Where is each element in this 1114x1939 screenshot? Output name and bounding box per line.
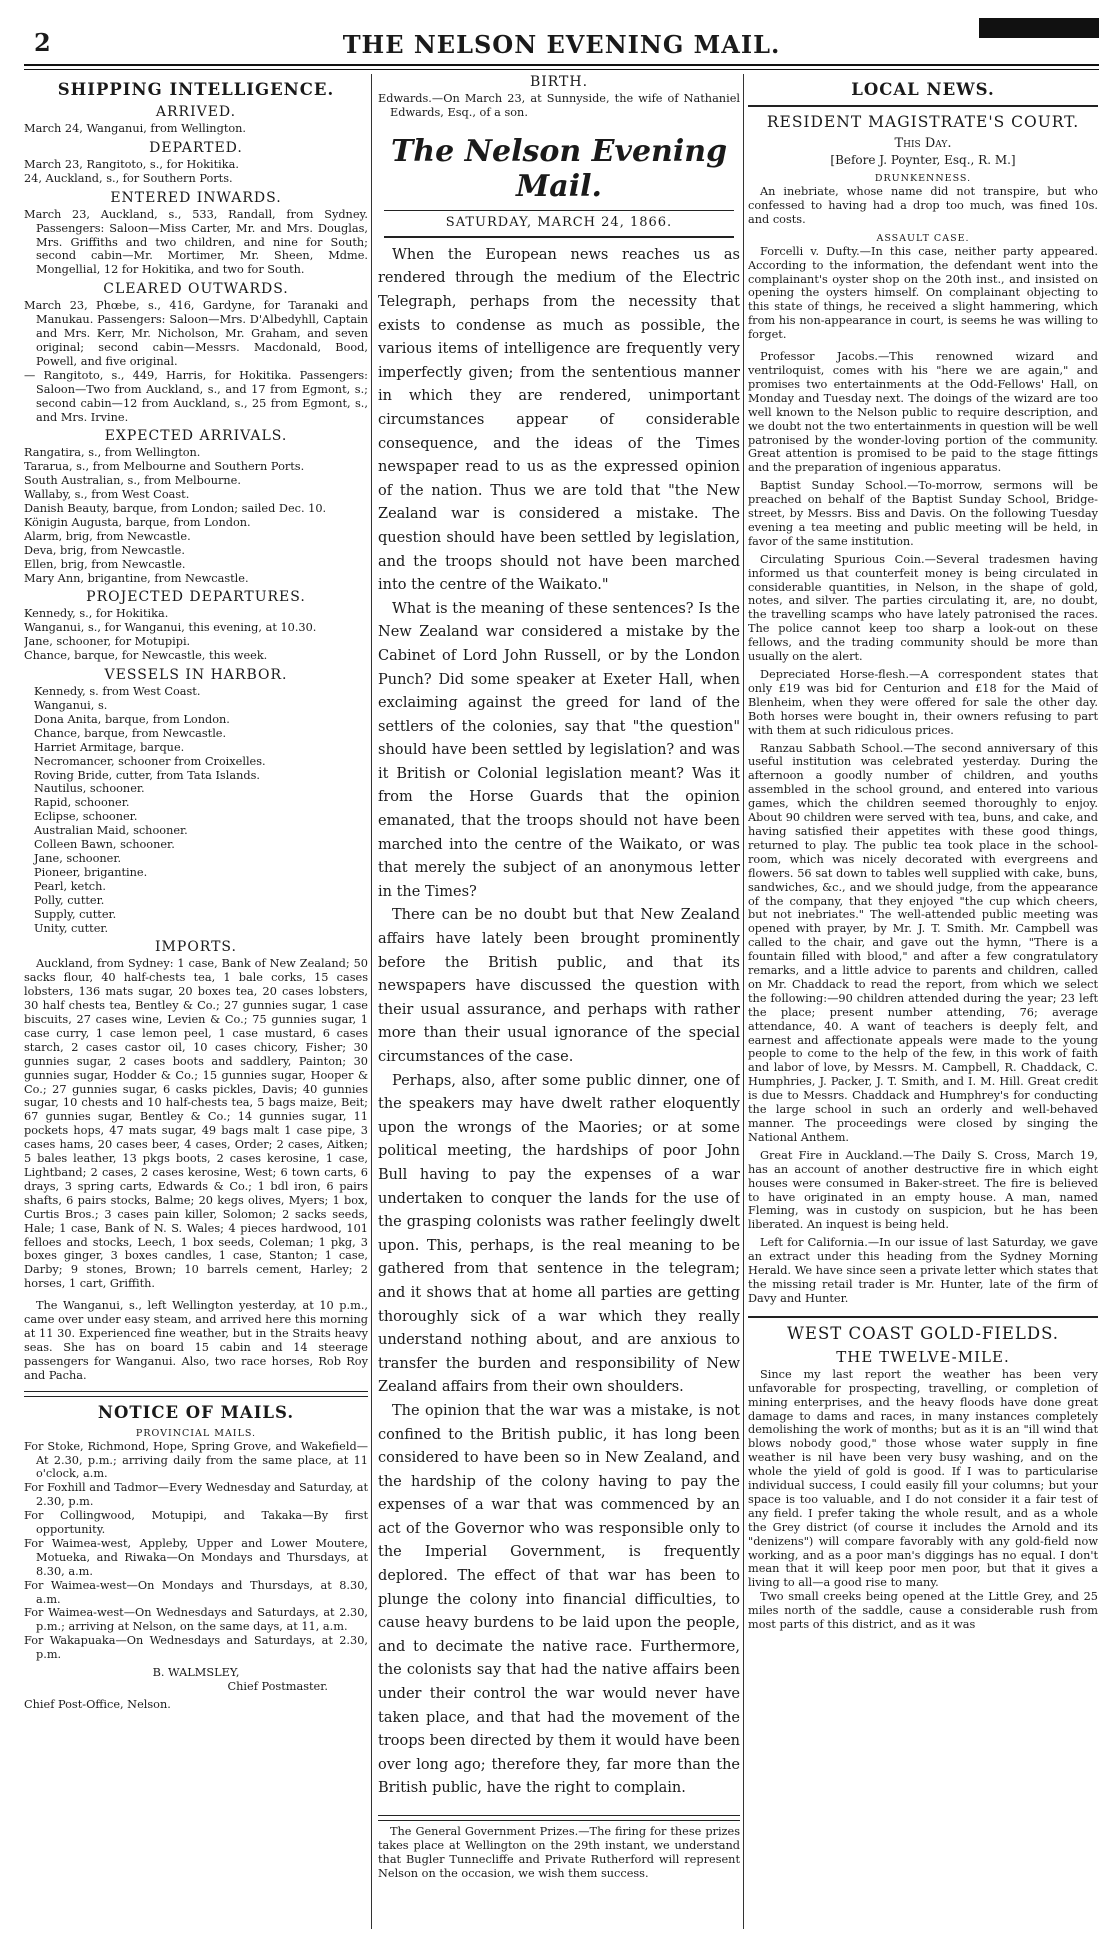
- shipping-note: The Wanganui, s., left Wellington yesterday, at 10 p.m., came over under easy steam, and arrived here this morning at 11 30. Experienced fine weather, but in the Straits heavy seas. She has on board 15 cabin and 14 steerage passengers for Wanganui. Also, two race horses, Rob Roy and Pacha.: [24, 1299, 368, 1382]
- leader-article: [378, 244, 740, 1801]
- harbor-vessel: Unity, cutter.: [34, 921, 109, 935]
- expected-entry: Deva, brig, from Newcastle.: [24, 543, 185, 557]
- expected-entry: Tararua, s., from Melbourne and Southern Ports.: [24, 460, 305, 474]
- expected-entry: Königin Augusta, barque, from London.: [24, 515, 251, 529]
- harbor-heading: VESSELS IN HARBOR.: [104, 667, 288, 684]
- harbor-vessel: Dona Anita, barque, from London.: [34, 712, 230, 726]
- postmaster-name: B. WALMSLEY,: [152, 1666, 240, 1680]
- paper-nameplate: The Nelson Evening Mail.: [390, 133, 728, 204]
- mails-heading: NOTICE OF MAILS.: [97, 1402, 295, 1422]
- harbor-vessel: Eclipse, schooner.: [34, 810, 138, 824]
- mail-schedule-item: For Foxhill and Tadmor—Every Wednesday and Saturday, at 2.30, p.m.: [24, 1481, 368, 1509]
- prizes-paragraph: The General Government Prizes.—The firing for these prizes takes place at Wellington on the 29th instant, we understand that Bugler Tunnecliffe and Private Rutherford will represent Nelson on the occasion, we wish them success.: [378, 1825, 740, 1880]
- leader-divider: [378, 1815, 740, 1821]
- court-magistrate: [Before J. Poynter, Esq., R. M.]: [830, 153, 1016, 167]
- harbor-vessel: Pearl, ketch.: [34, 879, 106, 893]
- projected-heading: PROJECTED DEPARTURES.: [86, 589, 306, 606]
- harbor-vessel: Colleen Bawn, schooner.: [34, 838, 175, 852]
- mail-schedule-item: For Waimea-west, Appleby, Upper and Lower Moutere, Motueka, and Riwaka—On Mondays and Thursdays, at 8.30, a.m.: [24, 1536, 368, 1578]
- harbor-vessel: Roving Bride, cutter, from Tata Islands.: [34, 768, 260, 782]
- assault-heading: ASSAULT CASE.: [876, 232, 970, 244]
- harbor-vessel: Pioneer, brigantine.: [34, 865, 148, 879]
- column-rule-right: [743, 74, 744, 1929]
- assault-text: Forcelli v. Dufty.—In this case, neither party appeared. According to the information, the defendant went into the complainant's oyster shop on the 20th inst., and insisted on opening the oysters himself. On complainant objecting to this state of things, he received a slight hammering, which from his non-appearance in court, is seems he was willing to forget.: [748, 244, 1098, 342]
- imports-heading: IMPORTS.: [155, 939, 237, 956]
- shipping-heading: SHIPPING INTELLIGENCE.: [57, 80, 335, 99]
- projected-entry: Wanganui, s., for Wanganui, this evening, at 10.30.: [24, 621, 317, 635]
- court-heading: RESIDENT MAGISTRATE'S COURT.: [748, 105, 1098, 131]
- cleared-entry: March 23, Phœbe, s., 416, Gardyne, for Taranaki and Manukau. Passengers: Saloon—Mrs. D'Albedyhll, Captain and Mrs. Kerr, Mr. Nicholson, Mr. Graham, and seven original; second cabin—Messrs. Macdonald, Bood, Powell, and five original.: [24, 299, 368, 368]
- middle-column: [378, 74, 740, 1924]
- masthead-bar: [979, 18, 1099, 38]
- harbor-vessel: Kennedy, s. from West Coast.: [34, 685, 201, 699]
- left-column: [24, 74, 368, 1924]
- date-rule: [384, 236, 734, 238]
- local-news-item: Great Fire in Auckland.—The Daily S. Cross, March 19, has an account of another destructive fire in which eight houses were consumed in Baker-street. The fire is believed to have originated in an empty house. A man, named Fleming, was in custody on suspicion, but he has been liberated. An inquest is being held.: [748, 1148, 1098, 1232]
- departed-entry: March 23, Rangitoto, s., for Hokitika.: [24, 157, 239, 171]
- harbor-list: [24, 685, 368, 935]
- expected-entry: Ellen, brig, from Newcastle.: [24, 557, 186, 571]
- leader-paragraph: The opinion that the war was a mistake, is not confined to the British public, it has long been considered to have been so in New Zealand, and the hardship of the colony having to pay the expenses of a war that was commenced by an act of the Governor who was responsible only to the Imperial Government, is frequently deplored. The effect of that war has been to plunge the colony into financial difficulties, to cause heavy burdens to be laid upon the people, and to decimate the native race. Furthermore, the colonists say that had the native affairs been under their control the war would never have taken place, and that had the movement of the troops been directed by them it would have been over long ago; therefore they, far more than the British public, have the right to complain.: [378, 1402, 740, 1797]
- harbor-vessel: Rapid, schooner.: [34, 796, 130, 810]
- birth-heading: BIRTH.: [529, 74, 589, 90]
- harbor-vessel: Harriet Armitage, barque.: [34, 740, 185, 754]
- mail-schedule-item: For Wakapuaka—On Wednesdays and Saturdays, at 2.30, p.m.: [24, 1634, 368, 1662]
- projected-list: [24, 607, 368, 663]
- local-news-item: Professor Jacobs.—This renowned wizard and ventriloquist, comes with his "here we are again," and promises two entertainments at the Odd-Fellows' Hall, on Monday and Tuesday next. The doings of the wizard are too well known to the Nelson public to require description, and we doubt not the two entertainments in question will be well patronised by the wonder-loving portion of the community. Great attention is promised to be paid to the stage fittings and the preparation of ingenious apparatus.: [748, 350, 1098, 475]
- entered-heading: ENTERED INWARDS.: [110, 189, 282, 206]
- harbor-vessel: Wanganui, s.: [34, 699, 108, 712]
- goldfields-heading: WEST COAST GOLD-FIELDS.: [748, 1316, 1098, 1343]
- harbor-vessel: Polly, cutter.: [34, 893, 105, 907]
- arrived-entry: March 24, Wanganui, from Wellington.: [24, 122, 247, 135]
- newspaper-title: THE NELSON EVENING MAIL.: [342, 30, 781, 59]
- projected-entry: Kennedy, s., for Hokitika.: [24, 607, 169, 621]
- leader-paragraph: What is the meaning of these sentences? Is the New Zealand war considered a mistake by the Cabinet of Lord John Russell, or by the London Punch? Did some speaker at Exeter Hall, when exclaiming against the greed for land of the settlers of the colonies, say that "the question" should have been settled by legislation? and was it British or Colonial legislation meant? Was it from the Horse Guards that the opinion emanated, that the troops should not have been marched into the centre of the Waikato, or was that merely the subject of an anonymous letter in the Times?: [378, 600, 740, 900]
- mail-schedule-item: For Waimea-west—On Mondays and Thursdays, at 8.30, a.m.: [24, 1578, 368, 1606]
- column-rule-left: [371, 74, 372, 1929]
- masthead: [24, 18, 1099, 58]
- local-news-item: Ranzau Sabbath School.—The second anniversary of this useful institution was celebrated yesterday. During the afternoon a goodly number of children, and youths assembled in the school ground, and entered into various games, which the children seemed thoroughly to enjoy. About 90 children were served with tea, buns, and cake, and having satisfied their appetites with these good things, returned to play. The public tea took place in the school-room, which was nicely decorated with evergreens and flowers. 56 sat down to tables well supplied with cake, buns, sandwiches, &c., and we should judge, from the appearance of the company, that they enjoyed "the cup which cheers, but not inebriates." The well-attended public meeting was opened with prayer, by Mr. J. T. Smith. Mr. Campbell was called to the chair, and gave out the hymn, "There is a fountain filled with blood," and after a few congratulatory remarks, and a little advice to parents and children, called on Mr. Chaddack to read the report, from which we select the following:—90 children attended during the year; 23 left the place; present number attending, 76; average attendance, 40. A want of teachers is deeply felt, and earnest and affectionate appeals were made to the young people to come to the help of the few, in this work of faith and labor of love, by Messrs. M. Campbell, R. Chaddack, C. Humphries, J. Packer, J. T. Smith, and I. M. Hill. Great credit is due to Messrs. Chaddack and Humphrey's for conducting the large school in such an orderly and well-behaved manner. The proceedings were closed by singing the National Anthem.: [748, 741, 1098, 1144]
- section-divider: [24, 1391, 368, 1397]
- expected-list: [24, 446, 368, 585]
- harbor-vessel: Jane, schooner.: [34, 851, 122, 865]
- departed-heading: DEPARTED.: [149, 139, 243, 156]
- harbor-vessel: Necromancer, schooner from Croixelles.: [34, 754, 266, 768]
- top-rule-thin: [24, 69, 1099, 70]
- cleared-list: [24, 299, 368, 424]
- imports-text: Auckland, from Sydney: 1 case, Bank of New Zealand; 50 sacks flour, 40 half-chests tea, 1 bale corks, 15 cases lobsters, 136 mats sugar, 20 boxes tea, 20 cases lobsters, 30 half chests tea, Bentley & Co.; 27 gunnies sugar, 1 case biscuits, 27 cases wine, Levien & Co.; 75 gunnies sugar, 1 case curry, 1 case lemon peel, 1 case mustard, 6 cases starch, 2 cases castor oil, 10 cases chicory, Fisher; 30 gunnies sugar, 2 cases boots and saddlery, Painton; 30 gunnies sugar, Hodder & Co.; 15 gunnies sugar, Hooper & Co.; 27 gunnies sugar, 6 casks pickles, Davis; 40 gunnies sugar, 10 chests and 10 half-chests tea, 5 bags maize, Beit; 67 gunnies sugar, Bentley & Co.; 14 gunnies sugar, 11 pockets hops, 47 mats sugar, 49 bags malt 1 case pipe, 3 cases hams, 20 cases beer, 4 cases, Order; 2 cases, Aitken; 5 bales leather, 13 pkgs boots, 2 cases kerosine, 1 case, Lightband; 2 cases, 2 cases kerosine, West; 6 town carts, 6 drays, 3 spring carts, Edwards & Co.; 1 bdl iron, 6 pairs shafts, 6 pairs stocks, Balme; 20 kegs olives, Myers; 1 box, Curtis Bros.; 3 cases pain killer, Solomon; 2 sacks seeds, Hale; 1 case, Bank of N. S. Wales; 4 pieces hardwood, 101 felloes and stocks, Leech, 1 box seeds, Coleman; 1 pkg, 3 boxes ginger, 3 boxes candles, 1 case, Stanton; 1 case, Darby; 9 stones, Brown; 10 barrels cement, Harley; 2 horses, 1 cart, Griffith.: [24, 957, 368, 1291]
- right-column: [748, 74, 1098, 1924]
- postmaster-title: Chief Postmaster.: [227, 1680, 328, 1694]
- court-day: This Day.: [894, 136, 952, 151]
- top-rule: [24, 64, 1099, 66]
- expected-heading: EXPECTED ARRIVALS.: [104, 428, 288, 445]
- leader-paragraph: Perhaps, also, after some public dinner, one of the speakers may have dwelt rather eloquently upon the wrongs of the Maories; or at some political meeting, the hardships of poor John Bull having to pay the expenses of a war undertaken to conquer the lands for the use of the grasping colonists was rather feelingly dwelt upon. This, perhaps, is the real meaning to be gathered from that sentence in the telegram; and it shows that at home all parties are getting thoroughly sick of a war which they really understand nothing about, and are anxious to transfer the burden and responsibility of New Zealand affairs from their own shoulders.: [378, 1072, 740, 1396]
- provincial-mails-heading: PROVINCIAL MAILS.: [135, 1427, 257, 1439]
- harbor-vessel: Nautilus, schooner.: [34, 782, 145, 796]
- arrived-list: [24, 122, 368, 136]
- birth-notice: Edwards.—On March 23, at Sunnyside, the wife of Nathaniel Edwards, Esq., of a son.: [378, 92, 740, 119]
- mails-list: [24, 1440, 368, 1663]
- leader-paragraph: When the European news reaches us as rendered through the medium of the Electric Telegraph, perhaps from the necessity that exists to condense as much as possible, the various items of intelligence are frequently very imperfectly given; from the sententious manner in which they are rendered, unimportant circumstances appear of considerable consequence, and the ideas of the Times newspaper read to us as the expressed opinion of the nation. Thus we are told that "the New Zealand war is considered a mistake. The question should have been settled by legislation, and the troops should not have been marched into the centre of the Waikato.": [378, 246, 740, 594]
- projected-entry: Chance, barque, for Newcastle, this week.: [24, 649, 268, 663]
- expected-entry: South Australian, s., from Melbourne.: [24, 474, 241, 488]
- expected-entry: Mary Ann, brigantine, from Newcastle.: [24, 571, 249, 585]
- entered-text: March 23, Auckland, s., 533, Randall, from Sydney. Passengers: Saloon—Miss Carter, Mr. and Mrs. Douglas, Mrs. Griffiths and two children, and nine for South; second cabin—Mr. Mortimer, Mr. Sheen, Mdme. Mongellial, 12 for Hokitika, and two for South.: [24, 207, 368, 277]
- goldfields-paragraph: Since my last report the weather has been very unfavorable for prospecting, travelling, or completion of mining enterprises, and the heavy floods have done great damage to dams and races, in many instances completely demolishing the work of months; but as it is an "ill wind that blows nobody good," those whose water supply in fine weather is nil have been very busy washing, and on the whole the yield of gold is good. If I was to particularise individual success, I could easily fill your columns; but your space is too valuable, and I do not consider it a fair test of any field. I prefer taking the whole result, and as a whole the Grey district (of course it includes the Arnold and its "denizens") will compare favorably with any gold-field now working, and as a poor man's diggings has no equal. I don't mean that it will keep poor men poor, but that it gives a living to all—a good rise to many.: [748, 1367, 1098, 1590]
- nameplate-rule: [384, 210, 734, 211]
- departed-list: [24, 158, 368, 186]
- expected-entry: Danish Beauty, barque, from London; sailed Dec. 10.: [24, 502, 327, 516]
- mail-schedule-item: For Waimea-west—On Wednesdays and Saturdays, at 2.30, p.m.; arriving at Nelson, on the same days, at 11, a.m.: [24, 1606, 368, 1634]
- departed-entry: 24, Auckland, s., for Southern Ports.: [24, 171, 233, 185]
- cleared-heading: CLEARED OUTWARDS.: [103, 281, 289, 298]
- arrived-heading: ARRIVED.: [155, 104, 237, 120]
- goldfields-paragraph: Two small creeks being opened at the Little Grey, and 25 miles north of the saddle, cause a considerable rush from most parts of this district, and as it was: [748, 1590, 1098, 1632]
- expected-entry: Rangatira, s., from Wellington.: [24, 446, 201, 460]
- projected-entry: Jane, schooner, for Motupipi.: [24, 635, 191, 649]
- expected-entry: Wallaby, s., from West Coast.: [24, 488, 190, 502]
- local-news-item: Depreciated Horse-flesh.—A correspondent states that only £19 was bid for Centurion and £18 for the Maid of Blenheim, when they were offered for sale the other day. Both horses were bought in, their owners refusing to part with them at such ridiculous prices.: [748, 668, 1098, 737]
- local-news-heading: LOCAL NEWS.: [851, 80, 995, 99]
- cleared-entry: — Rangitoto, s., 449, Harris, for Hokitika. Passengers: Saloon—Two from Auckland, s., and 17 from Egmont, s.; second cabin—12 from Auckland, s., 25 from Egmont, s., and Mrs. Irvine.: [24, 368, 368, 424]
- goldfields-items: [748, 1368, 1098, 1632]
- mail-schedule-item: For Stoke, Richmond, Hope, Spring Grove, and Wakefield—At 2.30, p.m.; arriving daily from the same place, at 11 o'clock, a.m.: [24, 1439, 368, 1481]
- harbor-vessel: Australian Maid, schooner.: [34, 824, 188, 838]
- page-number: 2: [34, 28, 51, 57]
- local-news-item: Baptist Sunday School.—To-morrow, sermons will be preached on behalf of the Baptist Sunday School, Bridge-street, by Messrs. Biss and Davis. On the following Tuesday evening a tea meeting and public meeting will be held, in favor of the same institution.: [748, 479, 1098, 548]
- mail-schedule-item: For Collingwood, Motupipi, and Takaka—By first opportunity.: [24, 1509, 368, 1537]
- leader-paragraph: There can be no doubt but that New Zealand affairs have lately been brought prominently before the British public, and that its newspapers have discussed the question with their usual assurance, and perhaps with rather more than their usual ignorance of the special circumstances of the case.: [378, 907, 740, 1065]
- post-office-location: Chief Post-Office, Nelson.: [24, 1698, 171, 1712]
- harbor-vessel: Supply, cutter.: [34, 907, 117, 921]
- expected-entry: Alarm, brig, from Newcastle.: [24, 529, 191, 543]
- drunkenness-text: An inebriate, whose name did not transpire, but who confessed to having had a drop too much, was fined 10s. and costs.: [748, 185, 1098, 226]
- harbor-vessel: Chance, barque, from Newcastle.: [34, 726, 227, 740]
- local-news-items: [748, 350, 1098, 1306]
- local-news-item: Left for California.—In our issue of last Saturday, we gave an extract under this heading from the Sydney Morning Herald. We have since seen a private letter which states that the missing retail trader is Mr. Hunter, late of the firm of Davy and Hunter.: [748, 1236, 1098, 1305]
- drunkenness-heading: DRUNKENNESS.: [874, 173, 972, 184]
- edition-date: SATURDAY, MARCH 24, 1866.: [445, 214, 673, 230]
- local-news-item: Circulating Spurious Coin.—Several tradesmen having informed us that counterfeit money is being circulated in considerable quantities, in Nelson, in the shape of gold, notes, and silver. The parties circulating it, are, no doubt, the travelling scamps who have lately patronised the races. The police cannot keep too sharp a look-out on these fellows, and the trading community should be more than usually on the alert.: [748, 552, 1098, 664]
- twelve-mile-heading: THE TWELVE-MILE.: [836, 1347, 1010, 1366]
